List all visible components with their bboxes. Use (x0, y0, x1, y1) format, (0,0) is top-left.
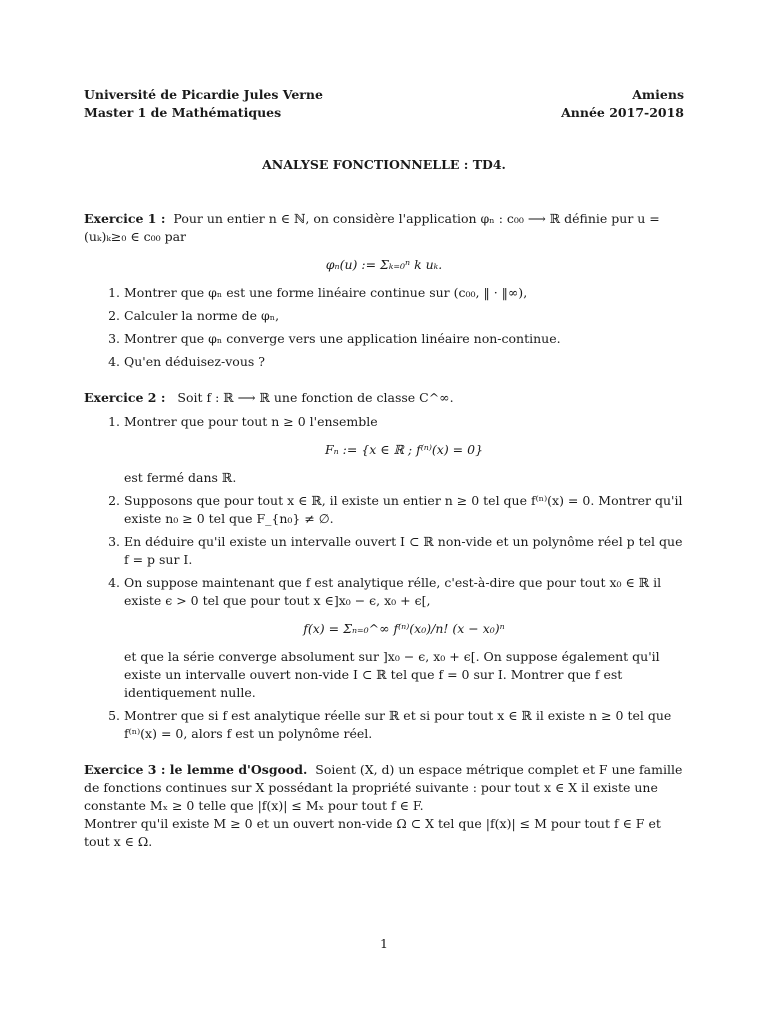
exercise-2-question-4 (124, 574, 684, 702)
exercise-2-question-2: 2. Supposons que pour tout x ∈ ℝ, il existe un entier n ≥ 0 tel que f⁽ⁿ⁾(x) = 0. Montrer qu'il existe n₀ ≥ 0 tel que F_{n₀} ≠ ∅. (124, 492, 684, 528)
exercise-2-question-1 (124, 413, 684, 487)
exercise-1-heading: Exercice 1 : (84, 211, 166, 226)
document-title: ANALYSE FONCTIONNELLE : TD4. (262, 157, 506, 172)
exercise-2-question-3: 3. En déduire qu'il existe un intervalle ouvert I ⊂ ℝ non-vide et un polynôme réel p tel que f = p sur I. (124, 533, 684, 569)
exercise-2-intro: Soit f : ℝ ⟶ ℝ une fonction de classe C^∞. (177, 390, 454, 405)
exercise-1-questions (84, 284, 684, 371)
exercise-1-formula: φₙ(u) := Σₖ₌₀ⁿ k uₖ. (325, 257, 443, 272)
exercise-3 (84, 761, 684, 851)
academic-year: Année 2017-2018 (561, 105, 684, 120)
exercise-1 (84, 210, 684, 371)
exercise-2-questions (84, 413, 684, 743)
exercises (84, 210, 684, 869)
exercise-2-question-4-formula: f(x) = Σₙ₌₀^∞ f⁽ⁿ⁾(x₀)/n! (x − x₀)ⁿ (303, 621, 505, 636)
exercise-1-question-4: 4. Qu'en déduisez-vous ? (124, 353, 684, 371)
exercise-2-question-1-end: est fermé dans ℝ. (124, 470, 237, 485)
exercise-3-body-1: Soient (X, d) un espace métrique complet et F une famille de fonctions continues sur X possédant la propriété suivante : pour tout x ∈ X il existe une constante Mₓ ≥ 0 telle que |f(x)| ≤ Mₓ pour tout f ∈ F. (84, 762, 683, 813)
page-header (84, 86, 684, 122)
program-name: Master 1 de Mathématiques (84, 105, 282, 120)
page-number: 1 (380, 936, 388, 951)
exercise-1-question-2: 2. Calculer la norme de φₙ, (124, 307, 684, 325)
exercise-3-heading: Exercice 3 : le lemme d'Osgood. (84, 762, 308, 777)
exercise-2-question-1-formula: Fₙ := {x ∈ ℝ ; f⁽ⁿ⁾(x) = 0} (324, 442, 484, 457)
exercise-2-question-1-text: Montrer que pour tout n ≥ 0 l'ensemble (124, 414, 378, 429)
exercise-1-intro: Pour un entier n ∈ ℕ, on considère l'application φₙ : c₀₀ ⟶ ℝ définie pur u = (uₖ)ₖ≥₀ ∈ c₀₀ par (84, 211, 660, 244)
exercise-2-heading: Exercice 2 : (84, 390, 166, 405)
exercise-3-body-2: Montrer qu'il existe M ≥ 0 et un ouvert non-vide Ω ⊂ X tel que |f(x)| ≤ M pour tout f ∈ F et tout x ∈ Ω. (84, 816, 661, 849)
exercise-2-question-4-text: On suppose maintenant que f est analytique rélle, c'est-à-dire que pour tout x₀ ∈ ℝ il existe ϵ > 0 tel que pour tout x ∈]x₀ − ϵ, x₀ + ϵ[, (124, 575, 662, 608)
city: Amiens (632, 87, 684, 102)
exercise-1-question-1: 1. Montrer que φₙ est une forme linéaire continue sur (c₀₀, ‖ · ‖∞), (124, 284, 684, 302)
exercise-2-question-5: 5. Montrer que si f est analytique réelle sur ℝ et si pour tout x ∈ ℝ il existe n ≥ 0 tel que f⁽ⁿ⁾(x) = 0, alors f est un polynôme réel. (124, 707, 684, 743)
exercise-2-question-4-end: et que la série converge absolument sur ]x₀ − ϵ, x₀ + ϵ[. On suppose également qu'il existe un intervalle ouvert non-vide I ⊂ ℝ tel que f = 0 sur I. Montrer que f est identiquement nulle. (124, 649, 660, 700)
university-name: Université de Picardie Jules Verne (84, 87, 323, 102)
exercise-2 (84, 389, 684, 743)
exercise-1-question-3: 3. Montrer que φₙ converge vers une application linéaire non-continue. (124, 330, 684, 348)
